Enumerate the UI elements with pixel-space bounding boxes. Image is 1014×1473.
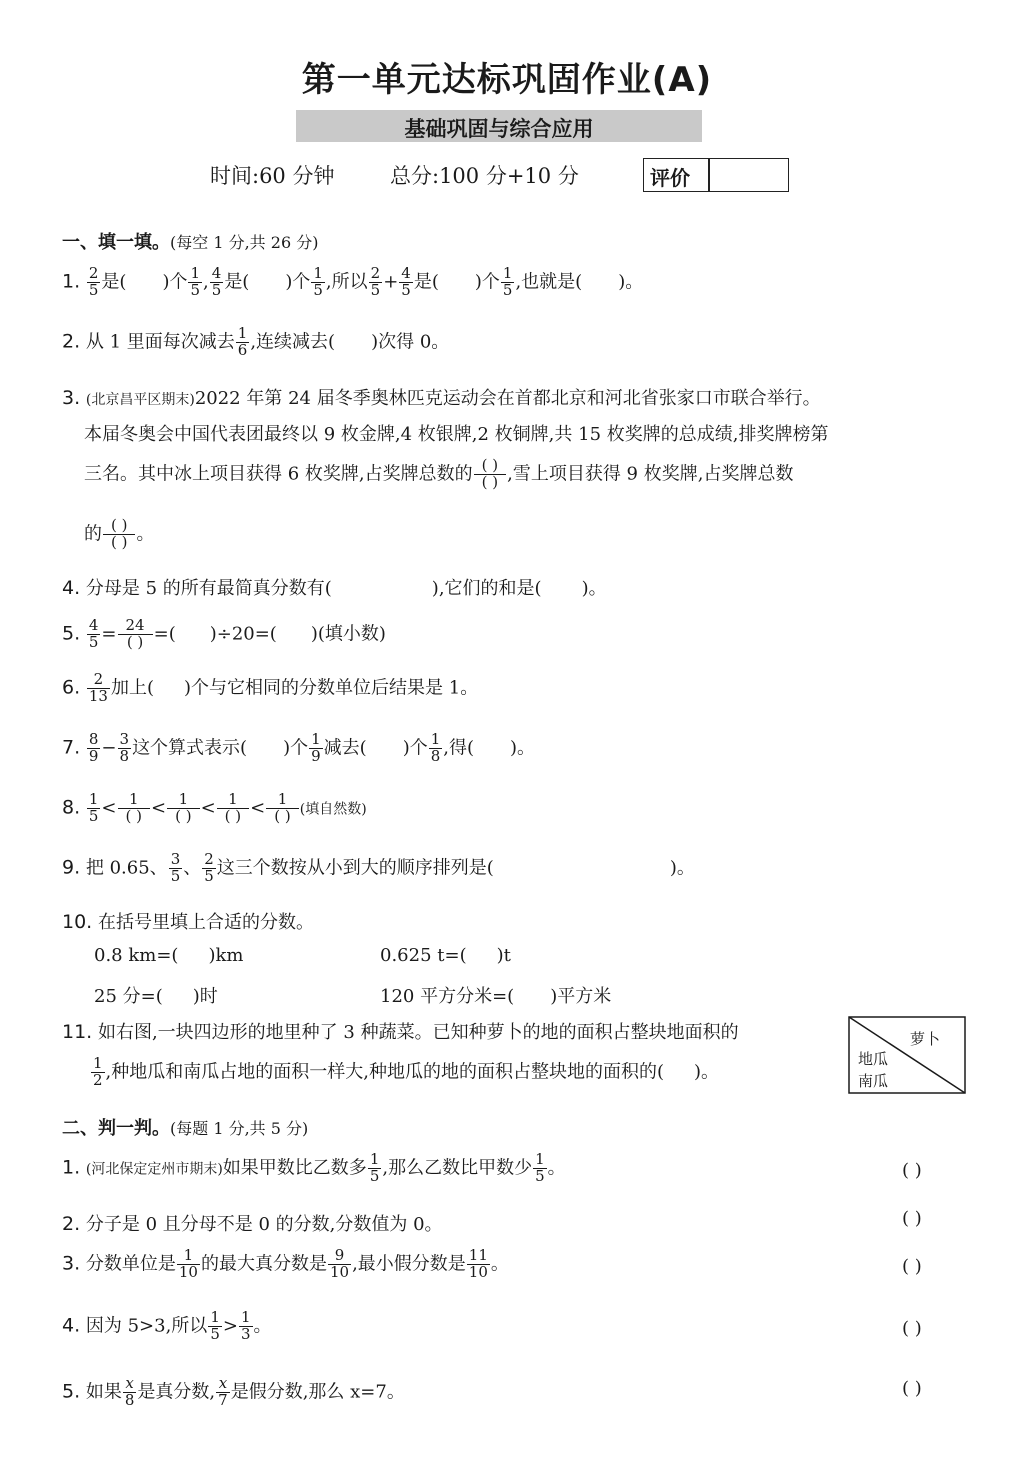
judge-answer-5[interactable]: ( ) xyxy=(902,1378,922,1399)
fraction-1-blank-a[interactable]: $\frac{1}{( )}$ xyxy=(118,792,150,825)
fraction-1-3: $\frac{1}{3}$ xyxy=(240,1308,251,1343)
blank-3[interactable]: )。 xyxy=(510,737,536,759)
fraction-3-8: $\frac{3}{8}$ xyxy=(119,730,130,765)
blank-d[interactable]: )平方米 xyxy=(550,986,612,1007)
question-5: 5. $\frac{4}{5}$ = $\frac{24}{( )}$ =( )÷20=( )(填小数) xyxy=(62,616,386,651)
question-11-line-2: $\frac{1}{2}$ ,种地瓜和南瓜占地的面积一样大,种地瓜的地的面积占整块地的面积的( )。 xyxy=(93,1054,720,1089)
question-3-line-4: 的 $\frac{( )}{( )}$ 。 xyxy=(84,516,155,551)
subtitle: 基础巩固与综合应用 xyxy=(404,117,594,141)
q10-item-a: 0.8 km=( )km xyxy=(94,945,244,966)
fraction-4-5: $\frac{4}{5}$ xyxy=(211,264,222,299)
source-tag: (河北保定定州市期末) xyxy=(85,1161,223,1178)
fraction-8-9: $\frac{8}{9}$ xyxy=(88,730,99,765)
fraction-x-8: $\frac{x}{8}$ xyxy=(124,1374,135,1409)
question-number: 3. xyxy=(62,1252,81,1275)
blank-a[interactable]: )km xyxy=(208,945,244,966)
section-heading-judge xyxy=(62,1114,308,1140)
fraction-1-5b: $\frac{1}{5}$ xyxy=(313,264,323,299)
eval-label: 评价 xyxy=(650,166,690,190)
question-number: 9. xyxy=(62,856,81,879)
judge-answer-1[interactable]: ( ) xyxy=(902,1160,922,1181)
blank-b[interactable]: )t xyxy=(496,945,511,966)
question-11-line-1: 11. 如右图,一块四边形的地里种了 3 种蔬菜。已知种萝卜的地的面积占整块地面积的 xyxy=(62,1021,739,1043)
blank-2[interactable]: )。 xyxy=(581,578,607,599)
blank-3[interactable]: )个 xyxy=(474,271,500,293)
fraction-1-8: $\frac{1}{8}$ xyxy=(430,730,441,765)
fraction-1-6: $\frac{1}{6}$ xyxy=(237,324,248,359)
judge-4: 4. 因为 5>3,所以 $\frac{1}{5}$ > $\frac{1}{3}$ 。 xyxy=(62,1308,272,1343)
page-title: 第一单元达标巩固作业(A) xyxy=(301,60,713,100)
question-1: 1. $\frac{2}{5}$ 是( )个 $\frac{1}{5}$ , $\frac{4}{5}$ 是( )个 $\frac{1}{5}$ ,所以 $\frac{2}{5}$ + $\frac{4}{5}$ 是( )个 $\frac{1}{5}$ ,也就是( )。 xyxy=(62,264,644,299)
label-sweet-potato: 地瓜 xyxy=(858,1050,889,1068)
time-label: 时间:60 分钟 xyxy=(210,164,335,188)
judge-5: 5. 如果 $\frac{x}{8}$ 是真分数, $\frac{x}{7}$ 是假分数,那么 x=7。 xyxy=(62,1374,405,1409)
question-3-line-2: 本届冬奥会中国代表团最终以 9 枚金牌,4 枚银牌,2 枚铜牌,共 15 枚奖牌的总成绩,排奖牌榜第 xyxy=(84,424,829,445)
fraction-1-5: $\frac{1}{5}$ xyxy=(210,1308,220,1343)
question-number: 7. xyxy=(62,736,81,759)
section-heading-fill xyxy=(62,228,318,254)
fraction-1-5: $\frac{1}{5}$ xyxy=(369,1150,380,1185)
judge-3: 3. 分数单位是 $\frac{1}{10}$ 的最大真分数是 $\frac{9}{10}$ ,最小假分数是 $\frac{11}{10}$ 。 xyxy=(62,1246,509,1281)
question-7: 7. $\frac{8}{9}$ − $\frac{3}{8}$ 这个算式表示( )个 $\frac{1}{9}$ 减去( )个 $\frac{1}{8}$ ,得( )。 xyxy=(62,730,536,765)
question-number: 4. xyxy=(62,1314,81,1337)
fraction-4-5b: $\frac{4}{5}$ xyxy=(401,264,411,299)
fraction-1-5: $\frac{1}{5}$ xyxy=(88,790,99,825)
fraction-x-7: $\frac{x}{7}$ xyxy=(218,1374,228,1409)
eval-divider xyxy=(708,158,710,192)
fraction-1-blank-b[interactable]: $\frac{1}{( )}$ xyxy=(167,792,199,825)
q10-item-b: 0.625 t=( )t xyxy=(380,945,511,966)
q10-item-d: 120 平方分米=( )平方米 xyxy=(380,986,612,1007)
question-number: 2. xyxy=(62,330,81,353)
judge-1: 1. (河北保定定州市期末)如果甲数比乙数多 $\frac{1}{5}$ ,那么乙数比甲数少 $\frac{1}{5}$ 。 xyxy=(62,1150,566,1185)
blank-1[interactable]: )个 xyxy=(162,271,188,293)
blank-2[interactable]: )个 xyxy=(285,271,311,293)
blank-1[interactable]: )。 xyxy=(694,1061,720,1083)
blank-1[interactable]: ),它们的和是( xyxy=(431,578,542,599)
judge-2: 2. 分子是 0 且分母不是 0 的分数,分数值为 0。 xyxy=(62,1213,443,1235)
fraction-1-5b: $\frac{1}{5}$ xyxy=(535,1150,545,1185)
judge-answer-3[interactable]: ( ) xyxy=(902,1256,922,1277)
label-pumpkin: 南瓜 xyxy=(858,1072,889,1090)
question-number: 6. xyxy=(62,676,81,699)
question-number: 8. xyxy=(62,796,81,819)
question-10: 10. 在括号里填上合适的分数。 xyxy=(62,911,314,933)
fraction-2-13: $\frac{2}{13}$ xyxy=(88,670,108,705)
question-6: 6. $\frac{2}{13}$ 加上( )个与它相同的分数单位后结果是 1。 xyxy=(62,670,479,705)
fraction-11-10: $\frac{11}{10}$ xyxy=(468,1246,488,1281)
question-8: 8. $\frac{1}{5}$ < $\frac{1}{( )}$ < $\frac{1}{( )}$ < $\frac{1}{( )}$ < $\frac{1}{( )}$ (填自然数) xyxy=(62,790,367,825)
fraction-1-blank-d[interactable]: $\frac{1}{( )}$ xyxy=(266,792,298,825)
question-3-line-3: 三名。其中冰上项目获得 6 枚奖牌,占奖牌总数的 $\frac{( )}{( )}$ ,雪上项目获得 9 枚奖牌,占奖牌总数 xyxy=(84,456,794,491)
label-radish: 萝卜 xyxy=(910,1030,941,1048)
fraction-4-5: $\frac{4}{5}$ xyxy=(88,616,99,651)
question-number: 2. xyxy=(62,1213,81,1235)
question-number: 3. xyxy=(62,387,81,409)
fraction-2-5: $\frac{2}{5}$ xyxy=(88,264,99,299)
question-9: 9. 把 0.65、 $\frac{3}{5}$ 、 $\frac{2}{5}$ 这三个数按从小到大的顺序排列是( )。 xyxy=(62,850,695,885)
score-label: 总分:100 分+10 分 xyxy=(390,164,579,188)
blank-2[interactable]: )个 xyxy=(402,737,428,759)
question-number: 4. xyxy=(62,577,81,599)
question-4: 4. 分母是 5 的所有最简真分数有( ),它们的和是( )。 xyxy=(62,577,607,599)
fraction-9-10: $\frac{9}{10}$ xyxy=(329,1246,350,1281)
question-2: 2. 从 1 里面每次减去 $\frac{1}{6}$ ,连续减去( )次得 0。 xyxy=(62,324,450,359)
section-title: 一、填一填。 xyxy=(62,232,170,253)
blank-1[interactable]: )÷20=( xyxy=(209,623,277,645)
blank-2[interactable]: )(填小数) xyxy=(310,623,386,645)
judge-answer-2[interactable]: ( ) xyxy=(902,1208,922,1229)
field-diagram xyxy=(848,1016,966,1094)
question-number: 5. xyxy=(62,1380,81,1403)
section-note: (每题 1 分,共 5 分) xyxy=(170,1119,309,1138)
fraction-1-5: $\frac{1}{5}$ xyxy=(190,264,201,299)
fraction-1-10: $\frac{1}{10}$ xyxy=(178,1246,198,1281)
fraction-1-blank-c[interactable]: $\frac{1}{( )}$ xyxy=(217,792,249,825)
blank-4[interactable]: )。 xyxy=(618,271,644,293)
fraction-blank-1[interactable]: $\frac{( )}{( )}$ xyxy=(474,458,506,491)
fraction-1-2: $\frac{1}{2}$ xyxy=(93,1054,103,1089)
fraction-2-5b: $\frac{2}{5}$ xyxy=(370,264,381,299)
fraction-1-5c: $\frac{1}{5}$ xyxy=(502,264,513,299)
fraction-24-blank[interactable]: $\frac{24}{( )}$ xyxy=(118,618,153,651)
fraction-1-9: $\frac{1}{9}$ xyxy=(311,730,321,765)
blank-1[interactable]: )次得 0。 xyxy=(371,331,450,353)
fraction-2-5: $\frac{2}{5}$ xyxy=(204,850,214,885)
question-3-line-1: 3. (北京昌平区期末)2022 年第 24 届冬季奥林匹克运动会在首都北京和河北省张家口市联合举行。 xyxy=(62,387,821,409)
blank-1[interactable]: )。 xyxy=(669,857,695,879)
question-number: 1. xyxy=(62,1156,81,1179)
question-number: 10. xyxy=(62,911,93,933)
section-title: 二、判一判。 xyxy=(62,1118,170,1139)
judge-answer-4[interactable]: ( ) xyxy=(902,1318,922,1339)
question-number: 1. xyxy=(62,270,81,293)
question-number: 11. xyxy=(62,1021,93,1043)
fraction-3-5: $\frac{3}{5}$ xyxy=(170,850,181,885)
blank-1[interactable]: )个与它相同的分数单位后结果是 1。 xyxy=(184,677,479,699)
fraction-blank-2[interactable]: $\frac{( )}{( )}$ xyxy=(103,518,135,551)
q10-item-c: 25 分=( )时 xyxy=(94,986,218,1007)
blank-1[interactable]: )个 xyxy=(283,737,309,759)
source-tag: (北京昌平区期末) xyxy=(85,392,195,408)
question-number: 5. xyxy=(62,622,81,645)
blank-c[interactable]: )时 xyxy=(192,986,218,1007)
section-note: (每空 1 分,共 26 分) xyxy=(170,233,319,252)
